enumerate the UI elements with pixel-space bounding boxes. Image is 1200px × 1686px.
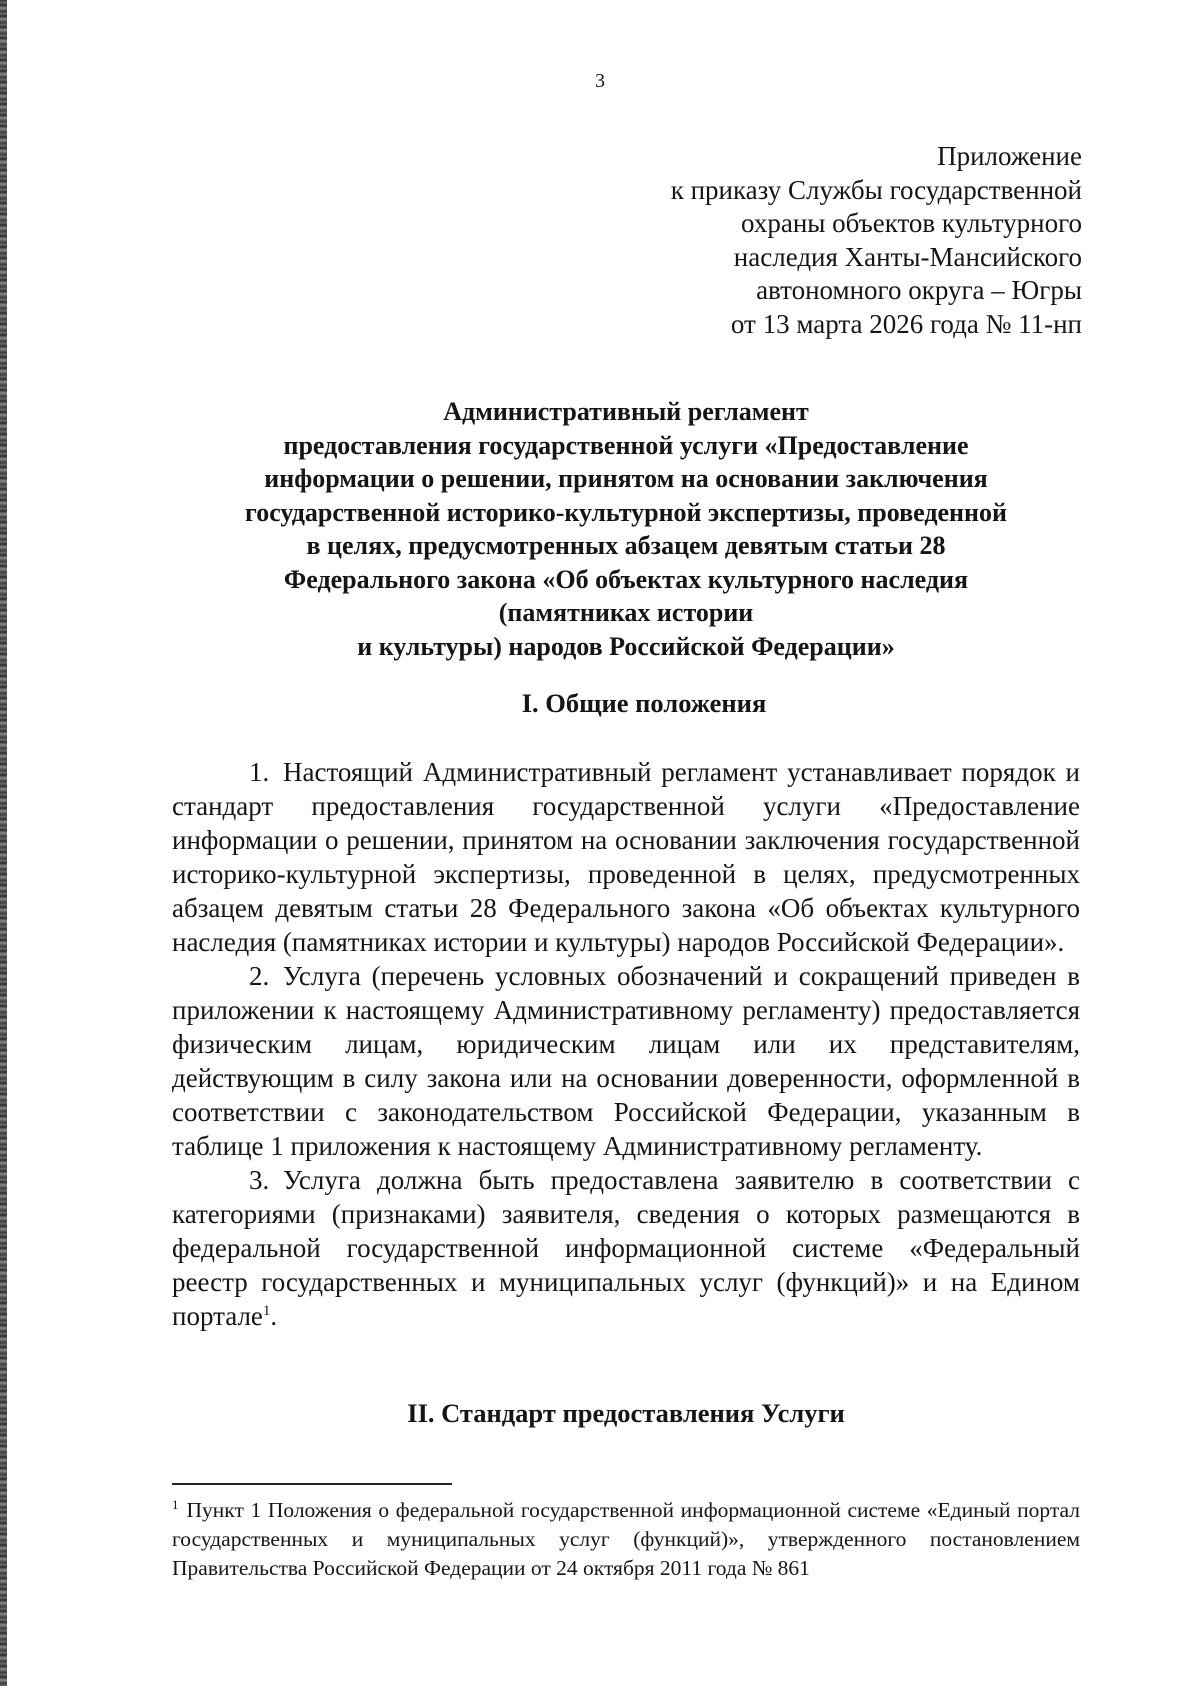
paragraph-text: Услуга (перечень условных обозначений и сокращений приведен в приложении к настоящему Административному регламенту) предоставляется физическим лицам, юридическим лицам или их представителям, действующим в силу закона или на основании доверенности, оформленной в соответствии с законодательством Российской Федерации, указанным в таблице 1 приложения к настоящему Административному регламенту. [172,961,1080,1161]
section-heading-standard: II. Стандарт предоставления Услуги [407,1398,845,1428]
title-line: Административный регламент [443,397,809,426]
title-line: в целях, предусмотренных абзацем девятым статьи 28 [306,531,946,560]
paragraph [172,755,1080,959]
scan-edge [0,0,7,1686]
appendix-line: к приказу Службы государственной [670,174,1082,205]
section-heading-general: I. Общие положения [521,688,767,718]
paragraph-number: 1. [249,757,270,787]
appendix-line: наследия Ханты-Мансийского [733,241,1082,272]
appendix-block [671,140,1082,341]
paragraph-text: Настоящий Административный регламент устанавливает порядок и стандарт предоставления государственной услуги «Предоставление информации о решении, принятом на основании заключения государственной историко-культурной экспертизы, проведенной в целях, предусмотренных абзацем девятым статьи 28 Федерального закона «Об объектах культурного наследия (памятниках истории и культуры) народов Российской Федерации». [172,757,1080,957]
paragraph [172,959,1080,1163]
page-number: 3 [595,70,605,92]
title-line: информации о решении, принятом на основании заключения [264,464,988,493]
footnote-reference[interactable]: 1 [262,1303,271,1319]
footnote [172,1496,1080,1583]
title-line: (памятниках истории [498,598,754,627]
paragraph-number: 2. [249,961,270,991]
title-line: Федерального закона «Об объектах культурного наследия [283,564,969,594]
footnote-text: Пункт 1 Положения о федеральной государственной информационной системе «Единый портал государственных и муниципальных услуг (функций)», утвержденного постановлением Правительства Российской Федерации от 24 октября 2011 года № 861 [172,1498,1080,1580]
appendix-line: охраны объектов культурного [741,208,1082,238]
title-line: и культуры) народов Российской Федерации» [357,631,895,661]
title-line: предоставления государственной услуги «Предоставление [283,430,969,460]
title-line: государственной историко-культурной экспертизы, проведенной [245,497,1007,527]
paragraph-text: Услуга должна быть предоставлена заявителю в соответствии с категориями (признаками) заявителя, сведения о которых размещаются в федеральной государственной информационной системе «Федеральный реестр государственных и муниципальных услуг (функций)» и на Едином портале [172,1165,1080,1331]
footnote-divider [172,1483,452,1485]
appendix-line: Приложение [937,141,1082,171]
paragraph [172,1163,1080,1333]
footnote-mark: 1 [172,1496,179,1512]
body-text [172,755,1080,1333]
paragraph-number: 3. [249,1165,270,1195]
appendix-line: от 13 марта 2026 года № 11-нп [730,308,1082,339]
document-title [172,395,1080,663]
paragraph-text-end: . [270,1301,278,1331]
appendix-line: автономного округа – Югры [756,275,1082,305]
